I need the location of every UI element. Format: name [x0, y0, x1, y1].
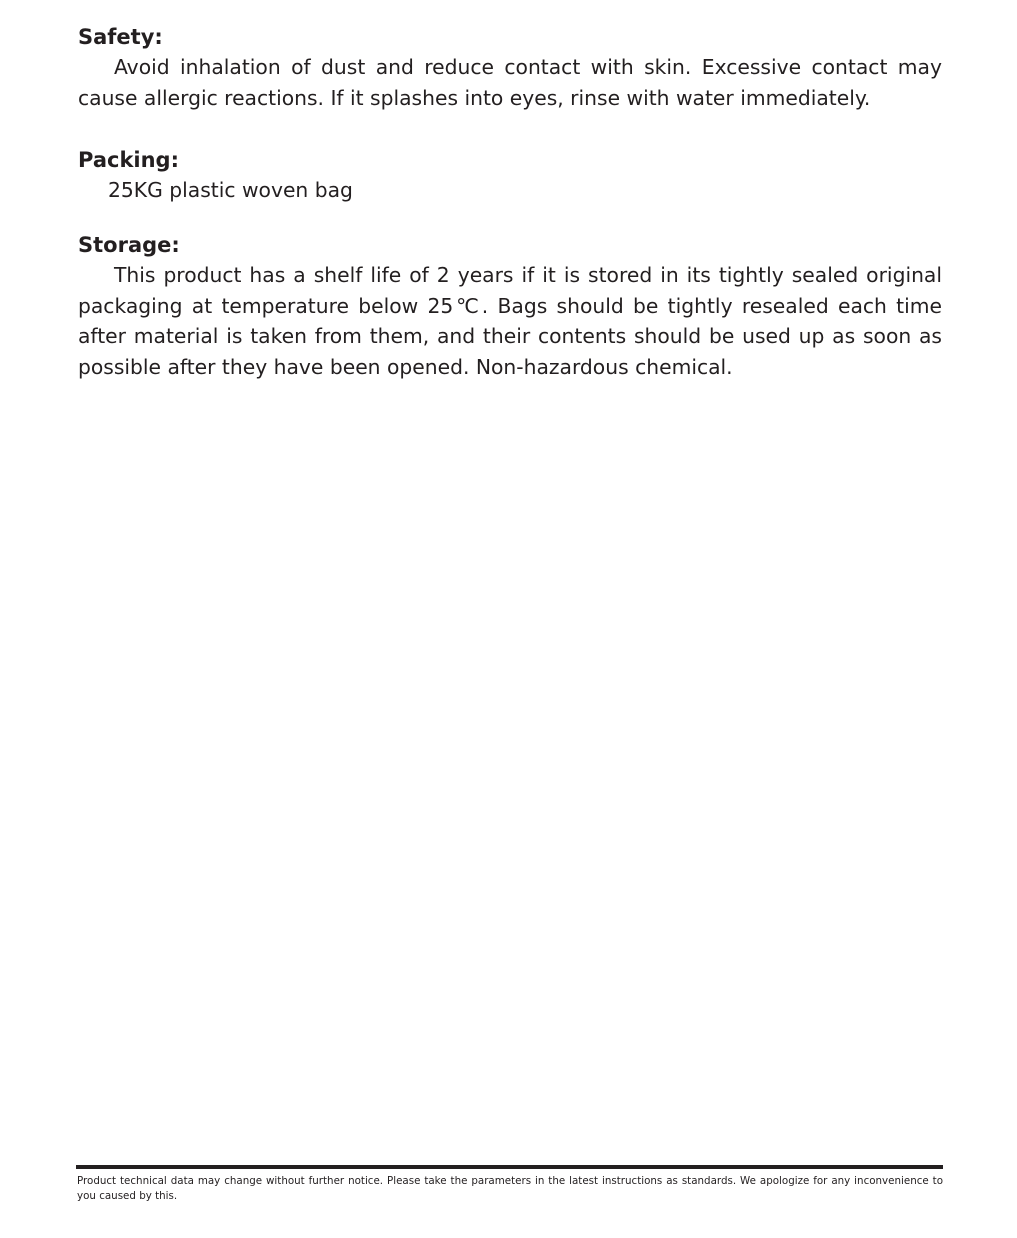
footer-disclaimer: Product technical data may change without further notice. Please take the parameters in the latest instructions as standards. We apologize for any inconvenience to you caused by this.: [77, 1175, 943, 1202]
safety-section: [78, 22, 942, 145]
footer-divider: [76, 1165, 943, 1169]
packing-text: 25KG plastic woven bag: [108, 178, 353, 202]
storage-text: This product has a shelf life of 2 years if it is stored in its tightly sealed original packaging at temperature below 25℃. Bags should be tightly resealed each time after material is taken from them, and their contents should be used up as soon as possible after they have been opened. Non-hazardous chemical.: [78, 263, 942, 379]
document-body: [78, 22, 942, 382]
packing-heading: Packing:: [78, 148, 179, 172]
safety-heading: Safety:: [78, 25, 163, 49]
storage-heading: Storage:: [78, 233, 180, 257]
packing-section: [78, 145, 942, 230]
safety-text: Avoid inhalation of dust and reduce contact with skin. Excessive contact may cause allergic reactions. If it splashes into eyes, rinse with water immediately.: [78, 55, 942, 110]
storage-section: [78, 230, 942, 382]
